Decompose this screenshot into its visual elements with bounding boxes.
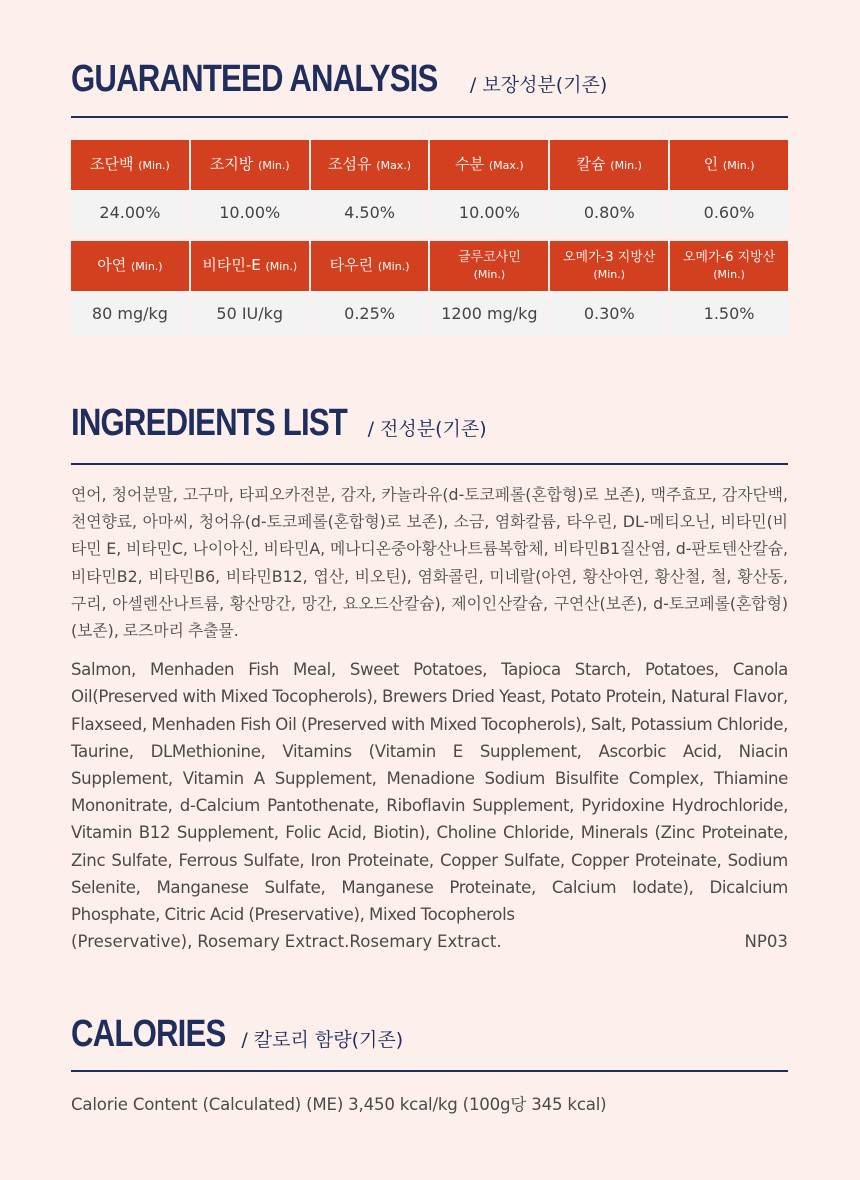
calories-subtitle: / 칼로리 함량(기존) [241,1029,404,1051]
ingredients-subtitle: / 전성분(기존) [367,418,487,440]
nutrient-value: 0.60% [670,190,788,235]
ingredients-english-text: Salmon, Menhaden Fish Meal, Sweet Potatoes, Tapioca Starch, Potatoes, Canola Oil(Preserved with Mixed Tocopherols), Brewers Dried Yeast, Potato Protein, Natural Flavor, Flaxseed, Menhaden Fish Oil (Preserved with Mixed Tocopherols), Salt, Potassium Chloride, Taurine, DLMethionine, Vitamins (Vitamin E Supplement, Ascorbic Acid, Niacin Supplement, Vitamin A Supplement, Menadione Sodium Bisulfite Complex, Thiamine Mononitrate, d-Calcium Pantothenate, Riboflavin Supplement, Pyridoxine Hydrochloride, Vitamin B12 Supplement, Folic Acid, Biotin), Choline Chloride, Minerals (Zinc Proteinate, Zinc Sulfate, Ferrous Sulfate, Iron Proteinate, Copper Sulfate, Copper Proteinate, Sodium Selenite, Manganese Sulfate, Manganese Proteinate, Calcium Iodate), Dicalcium Phosphate, Citric Acid (Preservative), Mixed Tocopherols [71,660,788,925]
guaranteed-header-row-2 [71,241,788,291]
guaranteed-analysis-section [71,58,788,336]
nutrient-value: 10.00% [191,190,309,235]
guaranteed-value-row-1 [71,190,788,235]
nutrient-value: 0.30% [550,291,668,336]
guaranteed-subtitle: / 보장성분(기존) [469,74,608,96]
guaranteed-heading [71,58,788,102]
guaranteed-divider [71,116,788,118]
ingredients-title: INGREDIENTS LIST [71,402,347,444]
calories-section [71,1013,788,1115]
ingredients-english-last-line [71,928,788,955]
nutrient-header: 조섬유 (Max.) [311,140,429,190]
calories-title: CALORIES [71,1013,226,1055]
ingredients-heading [71,402,788,448]
nutrient-header: 수분 (Max.) [430,140,548,190]
nutrient-value: 1.50% [670,291,788,336]
nutrient-header: 비타민-E (Min.) [191,241,309,291]
nutrient-header: 조단백 (Min.) [71,140,189,190]
nutrient-value: 0.25% [311,291,429,336]
guaranteed-table [69,140,790,336]
nutrient-value: 10.00% [430,190,548,235]
nutrient-value: 0.80% [550,190,668,235]
nutrient-header: 오메가-6 지방산 (Min.) [670,241,788,291]
product-code: NP03 [744,932,788,952]
nutrient-header: 글루코사민 (Min.) [430,241,548,291]
nutrient-header: 타우린 (Min.) [311,241,429,291]
calories-divider [71,1070,788,1072]
ingredients-korean-text: 연어, 청어분말, 고구마, 타피오카전분, 감자, 카놀라유(d-토코페롤(혼합형)로 보존), 맥주효모, 감자단백, 천연향료, 아마씨, 청어유(d-토코페롤(혼합형)로 보존), 소금, 염화칼륨, 타우린, DL-메티오닌, 비타민(비타민 E, 비타민C, 나이아신, 비타민A, 메나디온중아황산나트륨복합체, 비타민B1질산염, d-판토텐산칼슘, 비타민B2, 비타민B6, 비타민B12, 엽산, 비오틴), 염화콜린, 미네랄(아연, 황산아연, 황산철, 철, 황산동, 구리, 아셀렌산나트륨, 황산망간, 망간, 요오드산칼슘), 제이인산칼슘, 구연산(보존), d-토코페롤(혼합형)(보존), 로즈마리 추출물. [71,485,788,641]
nutrient-value: 4.50% [311,190,429,235]
nutrient-value: 80 mg/kg [71,291,189,336]
nutrient-header: 아연 (Min.) [71,241,189,291]
nutrient-value: 24.00% [71,190,189,235]
ingredients-divider [71,463,788,465]
nutrient-value: 1200 mg/kg [430,291,548,336]
ingredients-section [71,402,788,955]
calories-heading [71,1013,788,1057]
guaranteed-header-row-1 [71,140,788,190]
nutrient-header: 조지방 (Min.) [191,140,309,190]
nutrient-value: 50 IU/kg [191,291,309,336]
nutrient-header: 인 (Min.) [670,140,788,190]
calorie-content: Calorie Content (Calculated) (ME) 3,450 kcal/kg (100g당 345 kcal) [71,1095,607,1114]
nutrient-header: 오메가-3 지방산 (Min.) [550,241,668,291]
ingredients-english-ending: (Preservative), Rosemary Extract.Rosemary Extract. [71,932,502,952]
guaranteed-title: GUARANTEED ANALYSIS [71,58,438,100]
guaranteed-value-row-2 [71,291,788,336]
nutrient-header: 칼슘 (Min.) [550,140,668,190]
